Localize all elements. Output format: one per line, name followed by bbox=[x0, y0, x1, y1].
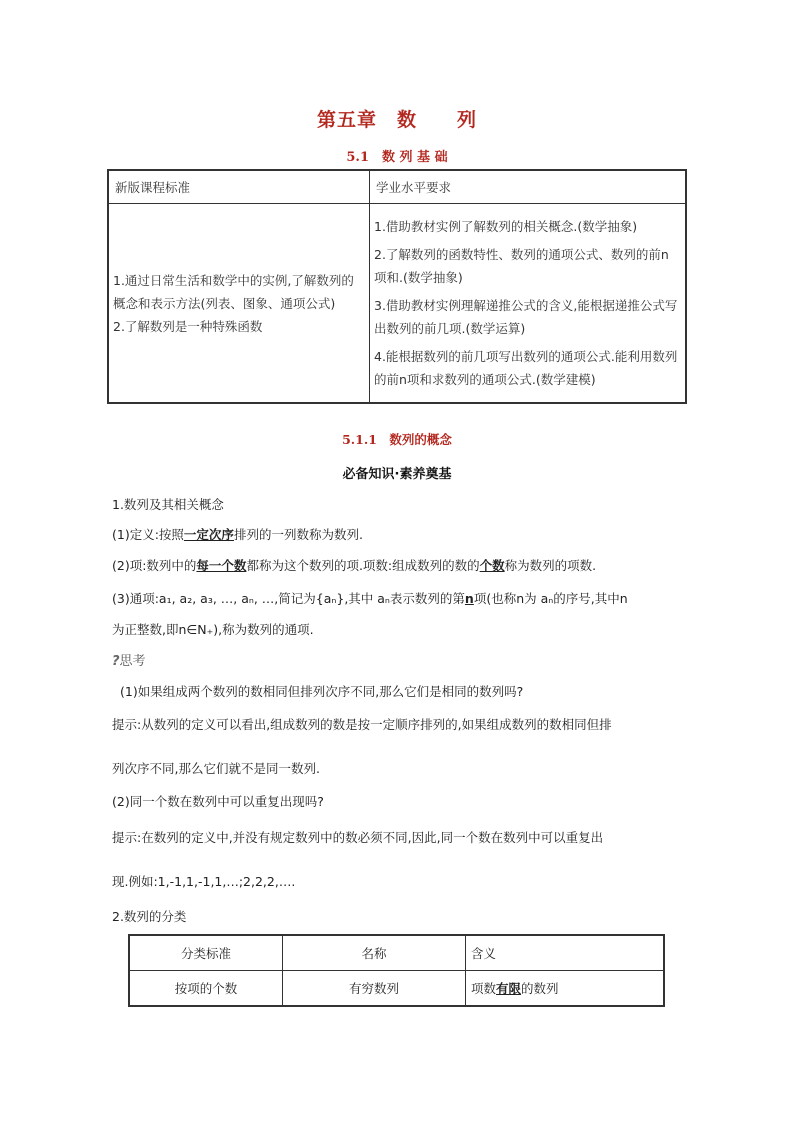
meaning-keyword: 有限 bbox=[496, 981, 522, 996]
answer-2-line-2: 现.例如:1,-1,1,-1,1,…;2,2,2,…. bbox=[112, 874, 296, 889]
standards-header-left: 新版课程标准 bbox=[108, 170, 370, 204]
definition-keyword: 一定次序 bbox=[183, 527, 234, 542]
question-2: (2)同一个数在数列中可以重复出现吗? bbox=[112, 794, 324, 809]
cell-meaning bbox=[466, 971, 665, 1007]
cell-criterion: 按项的个数 bbox=[129, 971, 283, 1007]
curriculum-standards-cell bbox=[108, 204, 370, 404]
block-title: 必备知识·素养奠基 bbox=[342, 467, 452, 482]
answer-1-line-2: 列次序不同,那么它们就不是同一数列. bbox=[112, 761, 320, 776]
think-label: 思考 bbox=[119, 654, 146, 669]
general-term-text: (3)通项:a₁, a₂, a₃, …, aₙ, …,简记为{aₙ},其中 aₙ表示数列的第 bbox=[112, 591, 465, 606]
classification-heading: 2.数列的分类 bbox=[112, 909, 187, 924]
level-requirements-cell bbox=[370, 204, 687, 404]
table-header-row bbox=[129, 935, 664, 971]
meaning-prefix: 项数 bbox=[471, 981, 497, 996]
answer-2-line-1: 提示:在数列的定义中,并没有规定数列中的数必须不同,因此,同一个数在数列中可以重复出 bbox=[112, 830, 604, 845]
chapter-title: 第五章 数 列 bbox=[316, 109, 477, 131]
requirement-item: 1.借助教材实例了解数列的相关概念.(数学抽象) bbox=[374, 219, 638, 234]
header-meaning: 含义 bbox=[466, 935, 665, 971]
concepts-heading: 1.数列及其相关概念 bbox=[112, 497, 224, 512]
table-row bbox=[129, 971, 664, 1007]
term-middle: 都称为这个数列的项.项数:组成数列的数的 bbox=[246, 558, 480, 573]
definition-line bbox=[112, 525, 363, 543]
term-line bbox=[112, 556, 596, 574]
requirement-item: 4.能根据数列的前几项写出数列的通项公式.能利用数列的前n项和求数列的通项公式.(数学建模) bbox=[374, 349, 678, 387]
section-title: 5.1 数 列 基 础 bbox=[346, 150, 448, 165]
standard-item: 1.通过日常生活和数学中的实例,了解数列的概念和表示方法(列表、图象、通项公式) bbox=[113, 272, 354, 311]
subsection-title: 5.1.1 数列的概念 bbox=[342, 432, 452, 447]
meaning-suffix: 的数列 bbox=[521, 981, 559, 996]
general-term-line-1 bbox=[112, 589, 628, 607]
cell-name: 有穷数列 bbox=[283, 971, 466, 1007]
answer-1-line-1: 提示:从数列的定义可以看出,组成数列的数是按一定顺序排列的,如果组成数列的数相同但排 bbox=[112, 717, 612, 732]
definition-suffix: 排列的一列数称为数列. bbox=[233, 527, 363, 542]
term-count-keyword: 个数 bbox=[479, 558, 505, 573]
standard-item: 2.了解数列是一种特殊函数 bbox=[113, 318, 263, 334]
term-suffix: 称为数列的项数. bbox=[504, 558, 597, 573]
think-heading bbox=[112, 650, 146, 669]
classification-table bbox=[128, 934, 665, 1007]
definition-prefix: (1)定义:按照 bbox=[112, 527, 184, 542]
requirement-item: 3.借助教材实例理解递推公式的含义,能根据递推公式写出数列的前几项.(数学运算) bbox=[374, 298, 678, 336]
standards-table bbox=[107, 169, 687, 404]
general-term-text-end: 项(也称n为 aₙ的序号,其中n bbox=[473, 591, 628, 606]
standards-header-right: 学业水平要求 bbox=[370, 170, 687, 204]
general-term-keyword: n bbox=[464, 591, 474, 606]
term-prefix: (2)项:数列中的 bbox=[112, 558, 197, 573]
header-criterion: 分类标准 bbox=[129, 935, 283, 971]
header-name: 名称 bbox=[283, 935, 466, 971]
term-keyword: 每一个数 bbox=[196, 558, 247, 573]
requirement-item: 2.了解数列的函数特性、数列的通项公式、数列的前n项和.(数学抽象) bbox=[374, 247, 669, 285]
question-mark-icon: ? bbox=[112, 654, 120, 669]
general-term-line-2: 为正整数,即n∈N₊),称为数列的通项. bbox=[112, 622, 314, 637]
question-1: (1)如果组成两个数列的数相同但排列次序不同,那么它们是相同的数列吗? bbox=[120, 684, 524, 699]
